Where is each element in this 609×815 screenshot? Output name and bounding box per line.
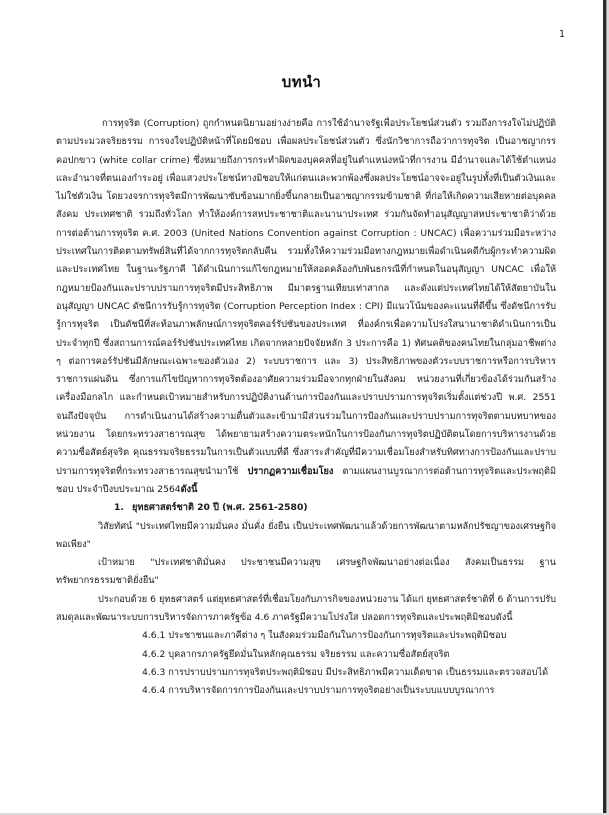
section-number: 1. [114, 502, 124, 514]
list-item: 4.6.1 ประชาชนและภาคีต่าง ๆ ในสังคมร่วมมือกันในการป้องกันการทุจริตและประพฤติมิชอบ [142, 630, 507, 642]
list-item: 4.6.2 บุคลากรภาครัฐยึดมั่นในหลักคุณธรรม จริยธรรม และความซื่อสัตย์สุจริต [142, 648, 450, 660]
document-body [56, 115, 556, 701]
section-heading [56, 499, 556, 517]
intro-tail-text: ตามแผนงานบูรณาการต่อต้านการทุจริตและประพฤติมิชอบ ประจำปีงบประมาณ 2564 [56, 465, 556, 495]
page-number: 1 [558, 29, 565, 40]
section-heading-text: ยุทธศาสตร์ชาติ 20 ปี (พ.ศ. 2561-2580) [132, 502, 308, 514]
intro-bold-phrase: ปรากฏความเชื่อมโยง [247, 465, 334, 477]
list-item: 4.6.4 การบริหารจัดการการป้องกันและปราบปรามการทุจริตอย่างเป็นระบบแบบบูรณาการ [142, 685, 495, 697]
intro-end-bold: ดังนี้ [180, 483, 198, 495]
composition-paragraph: ประกอบด้วย 6 ยุทธศาสตร์ แต่ยุทธศาสตร์ที่เชื่อมโยงกับภารกิจของหน่วยงาน ได้แก่ ยุทธศาสตร์ชาติที่ 6 ด้านการปรับสมดุลและพัฒนาระบบการบริหารจัดการภาครัฐข้อ 4.6 ภาครัฐมีความโปร่งใส ปลอดการทุจริตและประพฤติมิชอบดังนี้ [56, 593, 556, 624]
intro-text: การทุจริต (Corruption) ถูกกำหนดนิยามอย่างง่ายคือ การใช้อำนาจรัฐเพื่อประโยชน์ส่วนตัว รวมถึงการงใจไม่ปฏิบัติตามประมวลจริยธรรม การจงใจปฏิบัติหน้าที่โดยมิชอบ เพื่อผลประโยชน์ส่วนตัว ซึ่งนักวิชาการถือว่าการทุจริต เป็นอาชญากรรคอปกขาว (white collar crime) ซึ่งหมายถึงการกระทำผิดของบุคคลที่อยู่ในตำแหน่งหน้าที่การงาน มีอำนาจและได้ใช้ตำแหน่งและอำนาจที่ตนเองกำระอยู่ เพื่อแสวงประโยชน์ทางมิชอบให้แก่ตนและพวกพ้องซึ่งผลประโยชน์อาจจะอยู่ในรูปทั้งที่เป็นตัวเงินและไม่ใช่ตัวเงิน โดยวงจรการทุจริตมีการพัฒนาซับซ้อนมากยิ่งขึ้นกลายเป็นอาชญากรรมข้ามชาติ ที่ก่อให้เกิดความเสียหายต่อบุคคล สังคม ประเทศชาติ รวมถึงทั่วโลก ทำให้องค์การสหประชาชาติและนานาประเทศ ร่วมกันจัดทำอนุสัญญาสหประชาชาติว่าด้วยการต่อต้านการทุจริต ค.ศ. 2003 (United Nations Convention against Corruption : UNCAC) เพื่อความร่วมมือระหว่างประเทศในการติดตามทรัพย์สินที่ได้จากการทุจริตกลับคืน รวมทั้งให้ความร่วมมือทางกฎหมายเพื่อดำเนินคดีกับผู้กระทำความผิด และประเทศไทย ในฐานะรัฐภาคี ได้ดำเนินการแก้ไขกฎหมายให้สอดคล้องกับพันธกรณีที่กำหนดในอนุสัญญา UNCAC เพื่อให้กฎหมายป้องกันและปราบปรามการทุจริตมีประสิทธิภาพ มีมาตรฐานเทียบเท่าสากล และดังแต่ประเทศไทยได้ให้สัตยาบันในอนุสัญญา UNCAC ดัชนีการรับรู้การทุจริต (Corruption Perception Index : CPI) มีแนวโน้มของคะแนนที่ดีขึ้น ซึ่งดัชนีการรับรู้การทุจริต เป็นดัชนีที่สะท้อนภาพลักษณ์การทุจริตคอร์รัปชันของประเทศ ที่องค์กรเพื่อความโปร่งใสนานาชาติดำเนินการเป็นประจำทุกปี ซึ่งสถานการณ์คอร์รัปชันประเทศไทย เกิดจากหลายปัจจัยหลัก 3 ประการคือ 1) ทัศนคติของคนไทยในกลุ่มอาชีพต่าง ๆ ต่อการคอร์รัปชันมีลักษณะเฉพาะของตัวเอง 2) ระบบราชการ และ 3) ประสิทธิภาพของตัวระบบราชการหรือการบริหารราชการแผ่นดิน ซึ่งการแก้ไขปัญหาการทุจริตต้องอาศัยความร่วมมือจากทุกฝ่ายในสังคม หน่วยงานที่เกี่ยวข้องได้ร่วมกันสร้างเครื่องมือกลไก และกำหนดเป้าหมายสำหรับการปฏิบัติงานด้านการป้องกันและปราบปรามการทุจริตเริ่มตั้งแต่ช่วงปี พ.ศ. 2551 จนถึงปัจจุบัน การดำเนินงานได้สร้างความตื่นตัวและเข้ามามีส่วนร่วมในการป้องกันและปราบปรามการทุจริตตามบทบาทของหน่วยงาน โดยกระทรวงสาธารณสุข ได้พยายามสร้างความตระหนักในการป้องกันการทุจริตปฏิบัติตนโดยการบริหารงานด้วยความซื่อสัตย์สุจริต คุณธรรมจริยธรรมในการเป็นตัวแบบที่ดี ซึ่งสาระสำคัญที่มีความเชื่อมโยงสำหรับทิศทางการป้องกันและปราบปรามการทุจริตที่กระทรวงสาธารณสุขนำมาใช้ [56, 118, 556, 477]
vision-paragraph: วิสัยทัศน์ "ประเทศไทยมีความมั่นคง มั่นคั่ง ยั่งยืน เป็นประเทศพัฒนาแล้วด้วยการพัฒนาตามหลักปรัชญาของเศรษฐกิจพอเพียง" [56, 520, 556, 550]
goal-paragraph: เป้าหมาย "ประเทศชาติมั่นคง ประชาชนมีความสุข เศรษฐกิจพัฒนาอย่างต่อเนื่อง สังคมเป็นธรรม ฐานทรัพยากรธรรมชาติยั่งยืน" [56, 557, 556, 587]
page-title: บทนำ [281, 73, 322, 91]
list-item: 4.6.3 การปราบปรามการทุจริตประพฤติมิชอบ มีประสิทธิภาพมีความเด็ดขาด เป็นธรรมและตรวจสอบได้ [142, 666, 549, 678]
intro-paragraph [56, 115, 556, 499]
